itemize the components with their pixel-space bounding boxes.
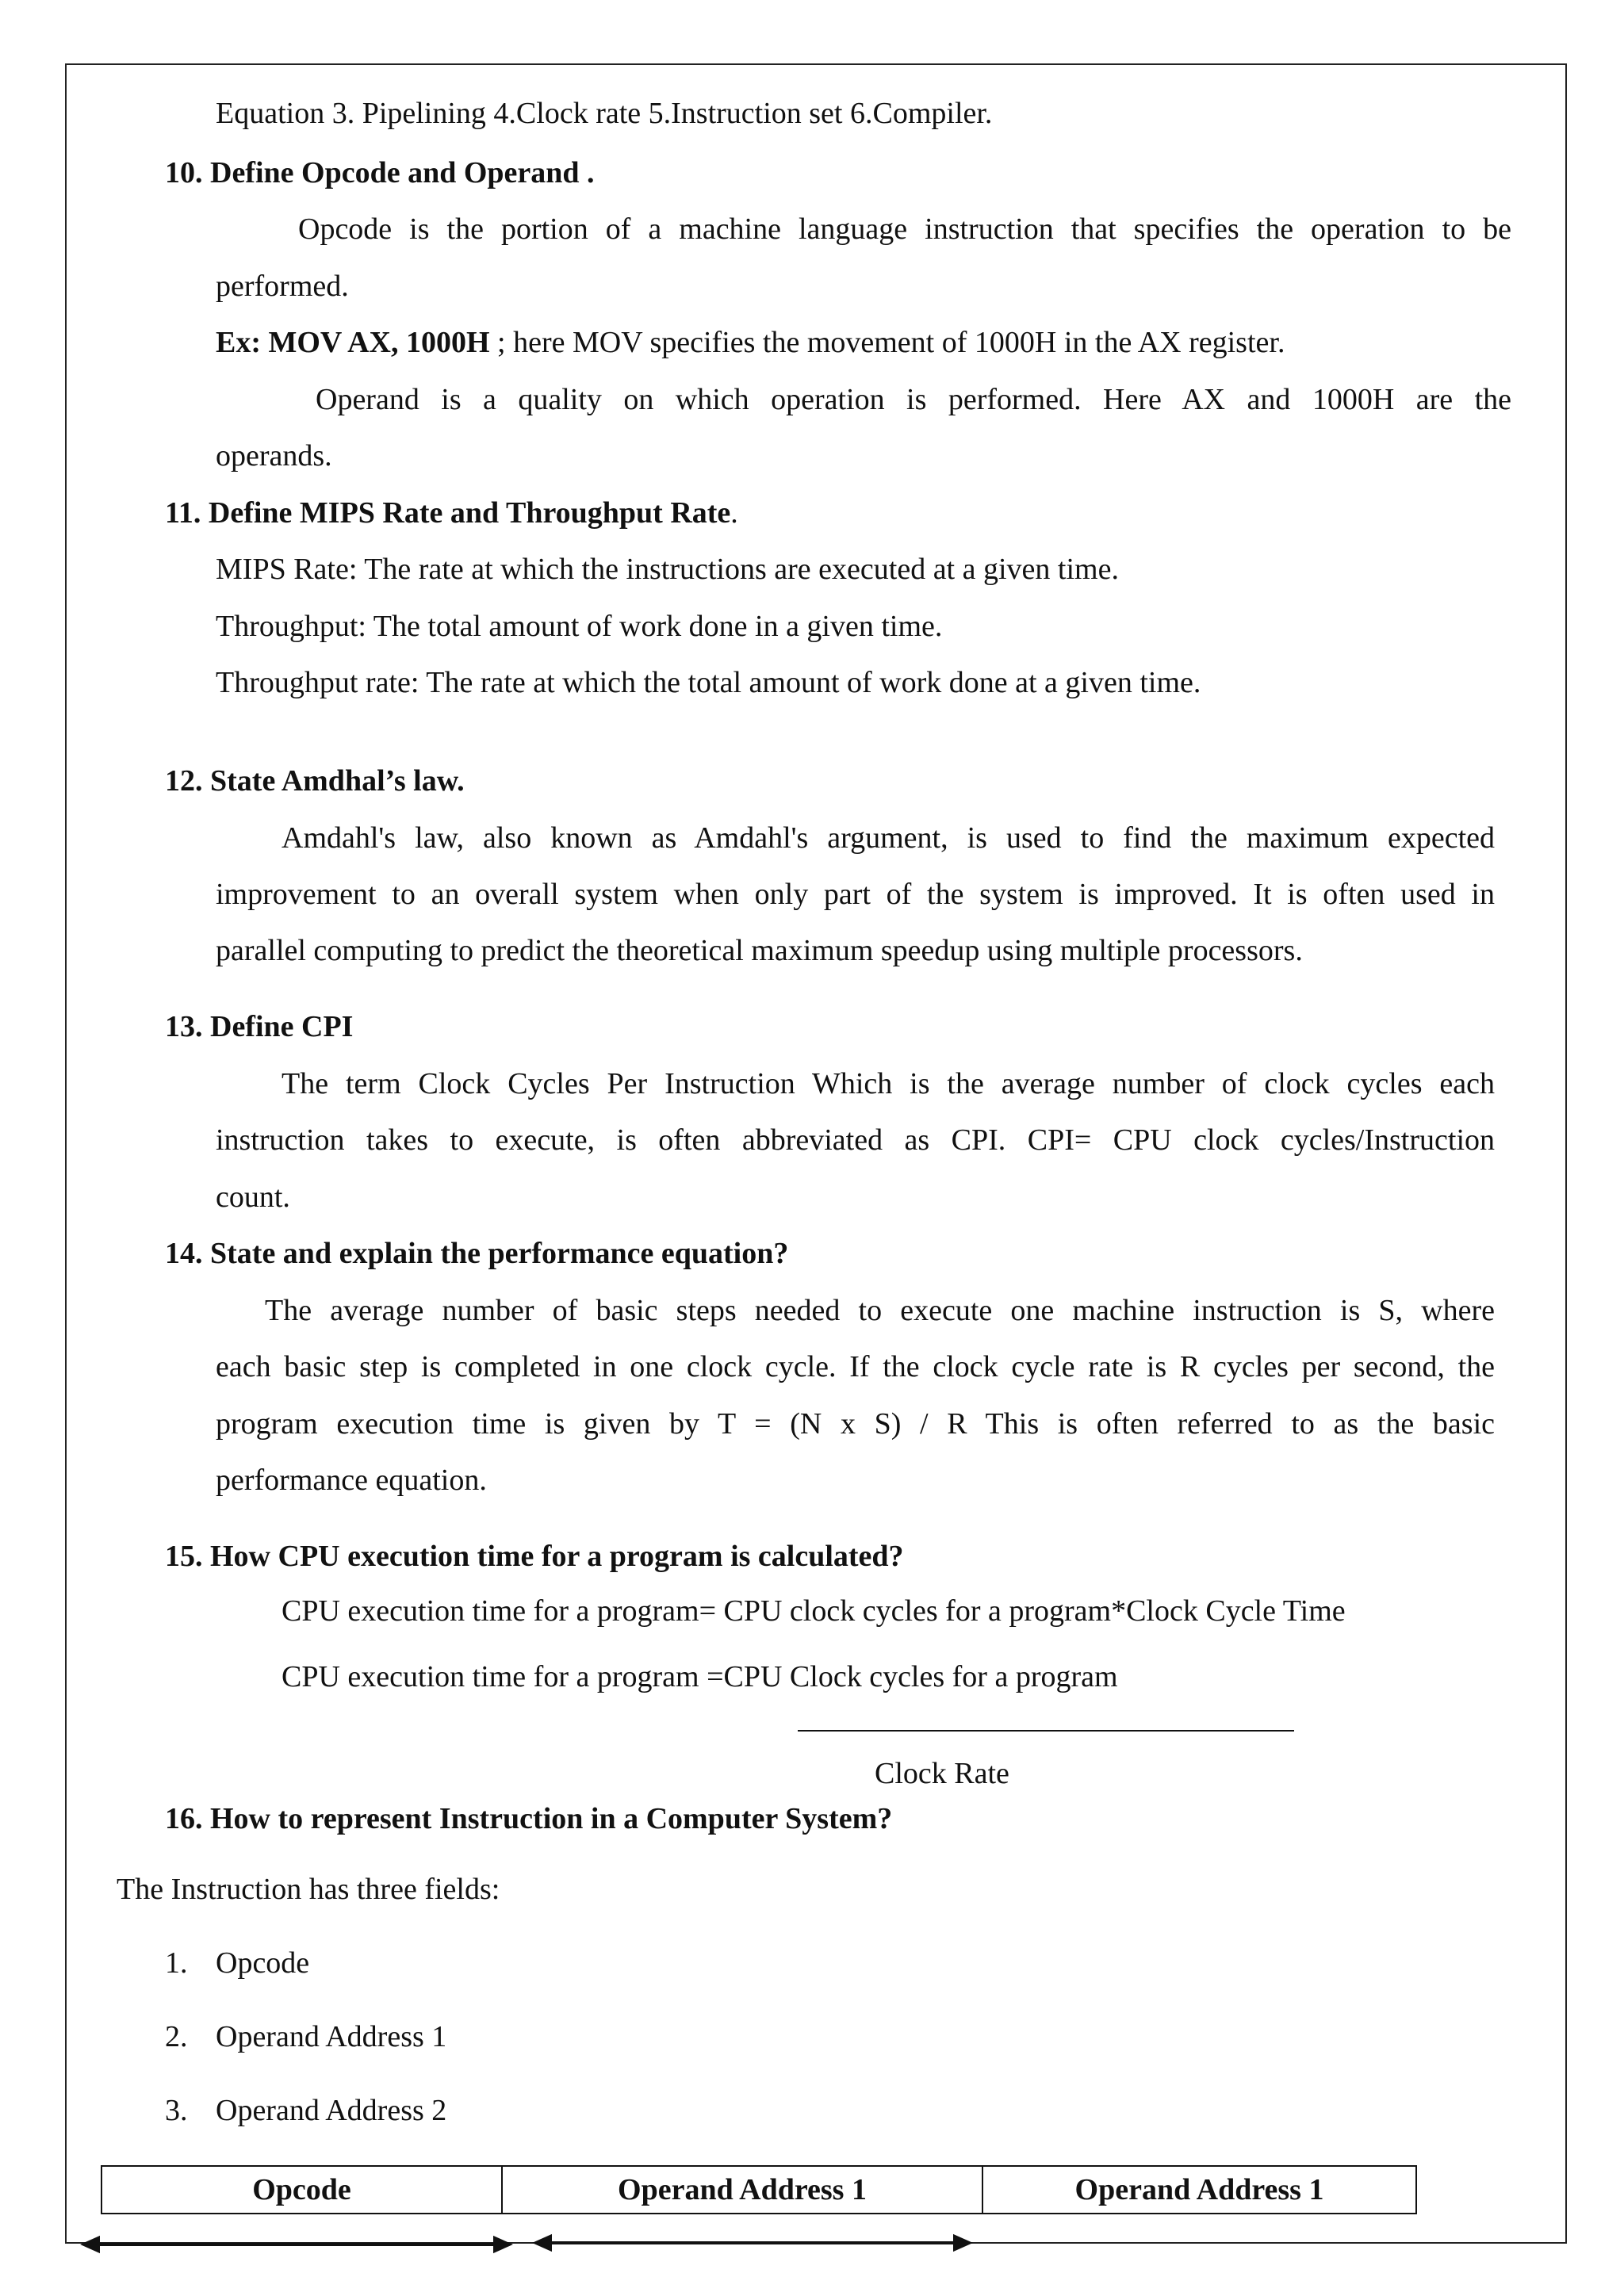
q15-formula1: CPU execution time for a program= CPU clock cycles for a program*Clock Cycle Time bbox=[282, 1594, 1346, 1628]
q12-line2: improvement to an overall system when only part of the system is improved. It is often used in bbox=[216, 878, 1495, 911]
q13-heading: 13. Define CPI bbox=[165, 1010, 354, 1043]
q10-heading: 10. Define Opcode and Operand . bbox=[165, 156, 595, 189]
list-item-text: Operand Address 2 bbox=[216, 2094, 447, 2127]
q14-heading: 14. State and explain the performance equation? bbox=[165, 1237, 789, 1270]
q11-mips-line: MIPS Rate: The rate at which the instructions are executed at a given time. bbox=[216, 553, 1119, 586]
q11-heading-tail: . bbox=[730, 496, 738, 530]
q10-para2-line2: operands. bbox=[216, 439, 332, 473]
q16-intro: The Instruction has three fields: bbox=[117, 1873, 500, 1906]
table-cell-operand-address: Operand Address 1 bbox=[982, 2166, 1416, 2214]
q10-para2-line1: Operand is a quality on which operation is performed. Here AX and 1000H are the bbox=[316, 383, 1511, 416]
q10-para1-line1: Opcode is the portion of a machine language instruction that specifies the operation to be bbox=[298, 212, 1511, 246]
q15-heading: 15. How CPU execution time for a program is calculated? bbox=[165, 1540, 904, 1573]
q12-line3: parallel computing to predict the theoretical maximum speedup using multiple processors. bbox=[216, 934, 1303, 967]
list-item-text: Opcode bbox=[216, 1946, 310, 1980]
q13-line2: instruction takes to execute, is often abbreviated as CPI. CPI= CPU clock cycles/Instruction bbox=[216, 1123, 1495, 1157]
q14-line1: The average number of basic steps needed to execute one machine instruction is S, where bbox=[265, 1294, 1495, 1327]
arrowhead-left-icon bbox=[536, 2237, 550, 2249]
list-item-text: Operand Address 1 bbox=[216, 2020, 447, 2053]
q14-line3: program execution time is given by T = (N x S) / R This is often referred to as the basic bbox=[216, 1407, 1495, 1441]
q14-line2: each basic step is completed in one clock cycle. If the clock cycle rate is R cycles per second, the bbox=[216, 1350, 1495, 1383]
q11-throughput-line: Throughput: The total amount of work done in a given time. bbox=[216, 610, 943, 643]
q13-line1: The term Clock Cycles Per Instruction Which is the average number of clock cycles each bbox=[282, 1067, 1495, 1100]
table-cell-operand-address: Operand Address 1 bbox=[502, 2166, 982, 2214]
arrowhead-right-icon bbox=[495, 2238, 509, 2251]
q10-para1-line2: performed. bbox=[216, 270, 349, 303]
q12-line1: Amdahl's law, also known as Amdahl's argument, is used to find the maximum expected bbox=[282, 821, 1495, 855]
example-label: Ex: MOV AX, 1000H bbox=[216, 326, 490, 359]
table-cell-opcode: Opcode bbox=[102, 2166, 502, 2214]
list-item-number: 3. bbox=[165, 2094, 188, 2127]
q16-heading: 16. How to represent Instruction in a Computer System? bbox=[165, 1802, 893, 1835]
continued-line: Equation 3. Pipelining 4.Clock rate 5.Instruction set 6.Compiler. bbox=[216, 97, 993, 130]
list-item-number: 2. bbox=[165, 2020, 188, 2053]
q14-line4: performance equation. bbox=[216, 1464, 487, 1497]
example-text: ; here MOV specifies the movement of 1000H in the AX register. bbox=[489, 326, 1285, 359]
q15-denominator: Clock Rate bbox=[875, 1757, 1009, 1790]
arrowhead-left-icon bbox=[84, 2238, 98, 2251]
q11-throughput-rate-line: Throughput rate: The rate at which the total amount of work done at a given time. bbox=[216, 666, 1201, 699]
q11-heading: 11. Define MIPS Rate and Throughput Rate bbox=[165, 496, 731, 530]
q12-heading: 12. State Amdhal’s law. bbox=[165, 764, 465, 798]
q15-formula2-numerator: CPU execution time for a program =CPU Clock cycles for a program bbox=[282, 1660, 1118, 1693]
q13-line3: count. bbox=[216, 1181, 290, 1214]
list-item-number: 1. bbox=[165, 1946, 188, 1980]
arrowhead-right-icon bbox=[955, 2237, 969, 2249]
